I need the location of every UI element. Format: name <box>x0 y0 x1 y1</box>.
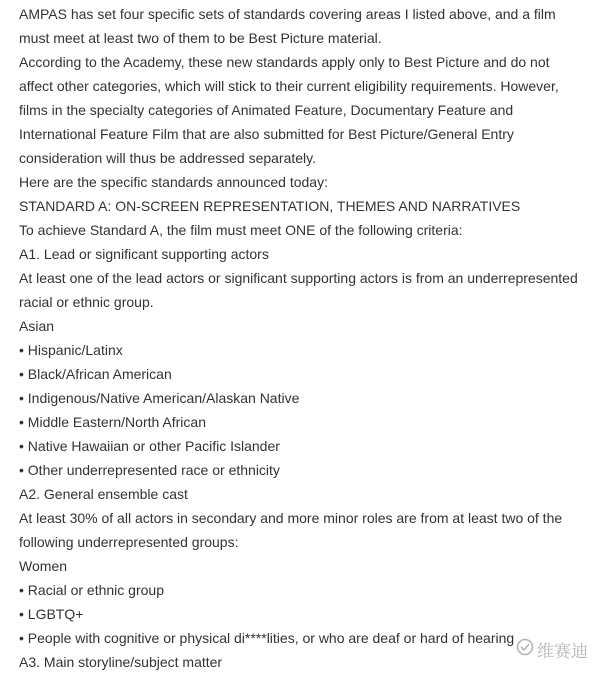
criterion-heading: A3. Main storyline/subject matter <box>19 654 223 670</box>
list-item: • Racial or ethnic group <box>19 582 164 598</box>
paragraph-line: films in the specialty categories of Animated Feature, Documentary Feature and <box>19 102 514 118</box>
list-item: Asian <box>19 318 55 334</box>
list-item: • Other underrepresented race or ethnicity <box>19 462 280 478</box>
list-item: • Native Hawaiian or other Pacific Islander <box>19 438 280 454</box>
list-item: • LGBTQ+ <box>19 606 84 622</box>
paragraph-line: At least 30% of all actors in secondary and more minor roles are from at least two of the <box>19 510 563 526</box>
list-item: • Indigenous/Native American/Alaskan Native <box>19 390 300 406</box>
list-item: • Black/African American <box>19 366 172 382</box>
criterion-heading: A1. Lead or significant supporting actors <box>19 246 269 262</box>
standard-heading: STANDARD A: ON-SCREEN REPRESENTATION, THEMES AND NARRATIVES <box>19 198 521 214</box>
paragraph-line: International Feature Film that are also submitted for Best Picture/General Entry <box>19 126 514 142</box>
criterion-heading: A2. General ensemble cast <box>19 486 188 502</box>
paragraph-line: following underrepresented groups: <box>19 534 239 550</box>
paragraph-line: Here are the specific standards announced today: <box>19 174 328 190</box>
paragraph-line: racial or ethnic group. <box>19 294 154 310</box>
list-item: • Hispanic/Latinx <box>19 342 123 358</box>
paragraph-line: consideration will thus be addressed separately. <box>19 150 317 166</box>
list-item: • Middle Eastern/North African <box>19 414 206 430</box>
list-item: Women <box>19 558 67 574</box>
list-item: • People with cognitive or physical di****lities, or who are deaf or hard of hearing <box>19 630 515 646</box>
paragraph-line: According to the Academy, these new standards apply only to Best Picture and do not <box>19 54 550 70</box>
paragraph-line: At least one of the lead actors or significant supporting actors is from an underrepresented <box>19 270 578 286</box>
paragraph-line: must meet at least two of them to be Best Picture material. <box>19 30 382 46</box>
paragraph-line: AMPAS has set four specific sets of standards covering areas I listed above, and a film <box>19 6 556 22</box>
article-body <box>19 2 591 674</box>
paragraph-line: To achieve Standard A, the film must meet ONE of the following criteria: <box>19 222 463 238</box>
paragraph-line: affect other categories, which will stick to their current eligibility requirements. However, <box>19 78 559 94</box>
watermark-text: 维赛迪 <box>537 642 588 662</box>
watermark-logo-icon <box>516 638 534 661</box>
watermark <box>516 637 588 662</box>
